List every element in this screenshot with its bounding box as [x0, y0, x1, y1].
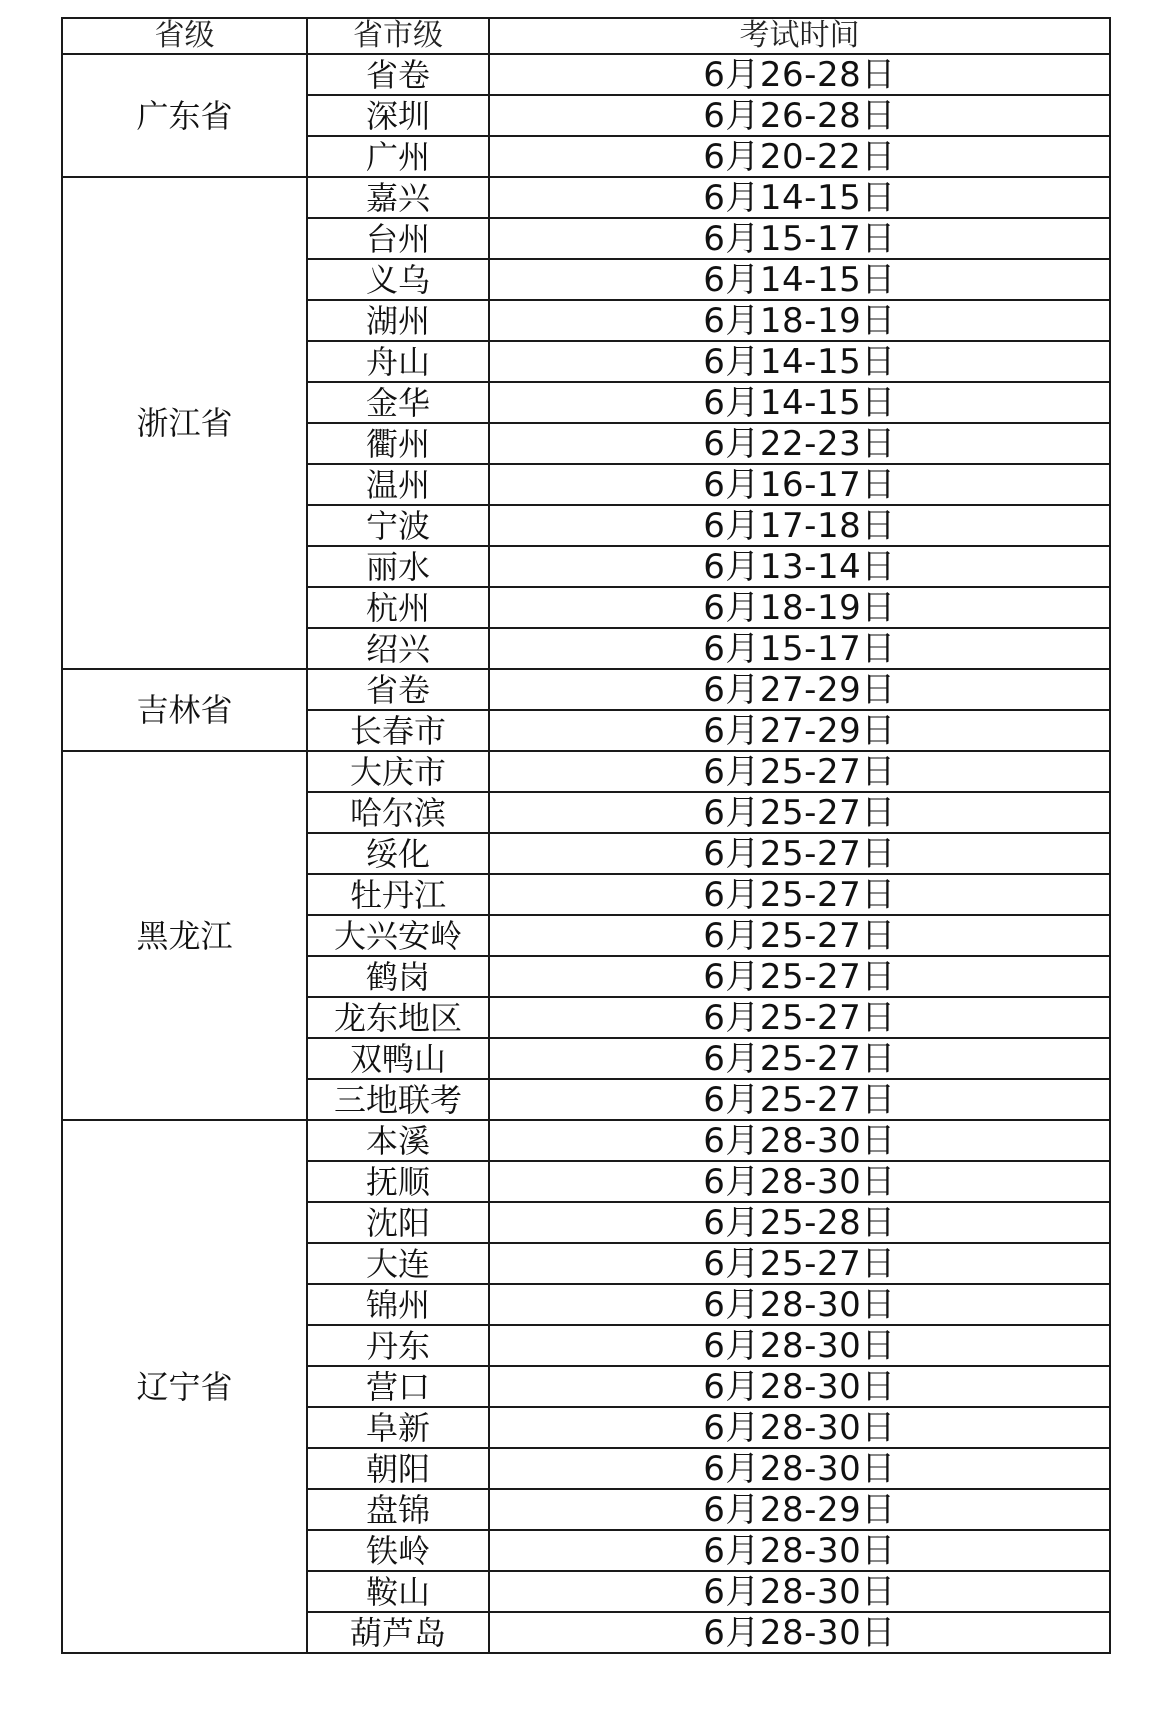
city-cell: 嘉兴	[307, 177, 489, 218]
city-cell: 三地联考	[307, 1079, 489, 1120]
city-cell: 大庆市	[307, 751, 489, 792]
city-cell: 铁岭	[307, 1530, 489, 1571]
exam-date-cell: 6月25-27日	[489, 833, 1110, 874]
city-cell: 湖州	[307, 300, 489, 341]
city-cell: 龙东地区	[307, 997, 489, 1038]
city-cell: 阜新	[307, 1407, 489, 1448]
city-cell: 鹤岗	[307, 956, 489, 997]
exam-date-cell: 6月15-17日	[489, 628, 1110, 669]
exam-date-cell: 6月17-18日	[489, 505, 1110, 546]
exam-date-cell: 6月25-27日	[489, 1079, 1110, 1120]
exam-date-cell: 6月15-17日	[489, 218, 1110, 259]
exam-date-cell: 6月26-28日	[489, 95, 1110, 136]
city-cell: 抚顺	[307, 1161, 489, 1202]
city-cell: 本溪	[307, 1120, 489, 1161]
city-cell: 大连	[307, 1243, 489, 1284]
exam-date-cell: 6月25-27日	[489, 997, 1110, 1038]
exam-date-cell: 6月14-15日	[489, 177, 1110, 218]
table-body	[62, 54, 1110, 1653]
city-cell: 省卷	[307, 54, 489, 95]
exam-date-cell: 6月22-23日	[489, 423, 1110, 464]
exam-date-cell: 6月18-19日	[489, 300, 1110, 341]
exam-date-cell: 6月18-19日	[489, 587, 1110, 628]
city-cell: 哈尔滨	[307, 792, 489, 833]
exam-date-cell: 6月28-30日	[489, 1407, 1110, 1448]
exam-date-cell: 6月25-27日	[489, 792, 1110, 833]
exam-date-cell: 6月14-15日	[489, 259, 1110, 300]
city-cell: 朝阳	[307, 1448, 489, 1489]
exam-date-cell: 6月13-14日	[489, 546, 1110, 587]
city-cell: 丹东	[307, 1325, 489, 1366]
city-cell: 锦州	[307, 1284, 489, 1325]
city-cell: 双鸭山	[307, 1038, 489, 1079]
city-cell: 宁波	[307, 505, 489, 546]
city-cell: 衢州	[307, 423, 489, 464]
province-cell: 吉林省	[62, 669, 307, 751]
city-cell: 金华	[307, 382, 489, 423]
table-row	[62, 751, 1110, 792]
city-cell: 营口	[307, 1366, 489, 1407]
exam-date-cell: 6月28-30日	[489, 1448, 1110, 1489]
exam-date-cell: 6月26-28日	[489, 54, 1110, 95]
table-header	[62, 18, 1110, 54]
city-cell: 葫芦岛	[307, 1612, 489, 1653]
exam-date-cell: 6月25-27日	[489, 1038, 1110, 1079]
exam-date-cell: 6月25-27日	[489, 751, 1110, 792]
exam-date-cell: 6月16-17日	[489, 464, 1110, 505]
table-row	[62, 669, 1110, 710]
exam-date-cell: 6月28-30日	[489, 1284, 1110, 1325]
exam-date-cell: 6月14-15日	[489, 341, 1110, 382]
province-cell: 黑龙江	[62, 751, 307, 1120]
table-row	[62, 54, 1110, 95]
city-cell: 绍兴	[307, 628, 489, 669]
city-cell: 省卷	[307, 669, 489, 710]
exam-date-cell: 6月25-28日	[489, 1202, 1110, 1243]
exam-date-cell: 6月14-15日	[489, 382, 1110, 423]
exam-date-cell: 6月28-29日	[489, 1489, 1110, 1530]
exam-date-cell: 6月27-29日	[489, 669, 1110, 710]
exam-date-cell: 6月28-30日	[489, 1366, 1110, 1407]
exam-date-cell: 6月28-30日	[489, 1161, 1110, 1202]
header-city: 省市级	[307, 18, 489, 54]
table-row	[62, 1120, 1110, 1161]
city-cell: 大兴安岭	[307, 915, 489, 956]
city-cell: 鞍山	[307, 1571, 489, 1612]
city-cell: 广州	[307, 136, 489, 177]
exam-date-cell: 6月25-27日	[489, 915, 1110, 956]
province-cell: 广东省	[62, 54, 307, 177]
city-cell: 深圳	[307, 95, 489, 136]
exam-date-cell: 6月25-27日	[489, 1243, 1110, 1284]
exam-date-cell: 6月28-30日	[489, 1571, 1110, 1612]
exam-date-cell: 6月28-30日	[489, 1120, 1110, 1161]
table-row	[62, 177, 1110, 218]
exam-date-cell: 6月28-30日	[489, 1530, 1110, 1571]
header-province: 省级	[62, 18, 307, 54]
city-cell: 沈阳	[307, 1202, 489, 1243]
exam-date-cell: 6月25-27日	[489, 956, 1110, 997]
city-cell: 台州	[307, 218, 489, 259]
header-row	[62, 18, 1110, 54]
exam-date-cell: 6月28-30日	[489, 1612, 1110, 1653]
exam-date-cell: 6月25-27日	[489, 874, 1110, 915]
city-cell: 舟山	[307, 341, 489, 382]
exam-date-cell: 6月27-29日	[489, 710, 1110, 751]
city-cell: 绥化	[307, 833, 489, 874]
province-cell: 辽宁省	[62, 1120, 307, 1653]
city-cell: 丽水	[307, 546, 489, 587]
exam-schedule-table	[61, 17, 1111, 1654]
province-cell: 浙江省	[62, 177, 307, 669]
city-cell: 长春市	[307, 710, 489, 751]
city-cell: 牡丹江	[307, 874, 489, 915]
city-cell: 温州	[307, 464, 489, 505]
exam-date-cell: 6月20-22日	[489, 136, 1110, 177]
exam-date-cell: 6月28-30日	[489, 1325, 1110, 1366]
header-exam-time: 考试时间	[489, 18, 1110, 54]
city-cell: 义乌	[307, 259, 489, 300]
city-cell: 盘锦	[307, 1489, 489, 1530]
city-cell: 杭州	[307, 587, 489, 628]
